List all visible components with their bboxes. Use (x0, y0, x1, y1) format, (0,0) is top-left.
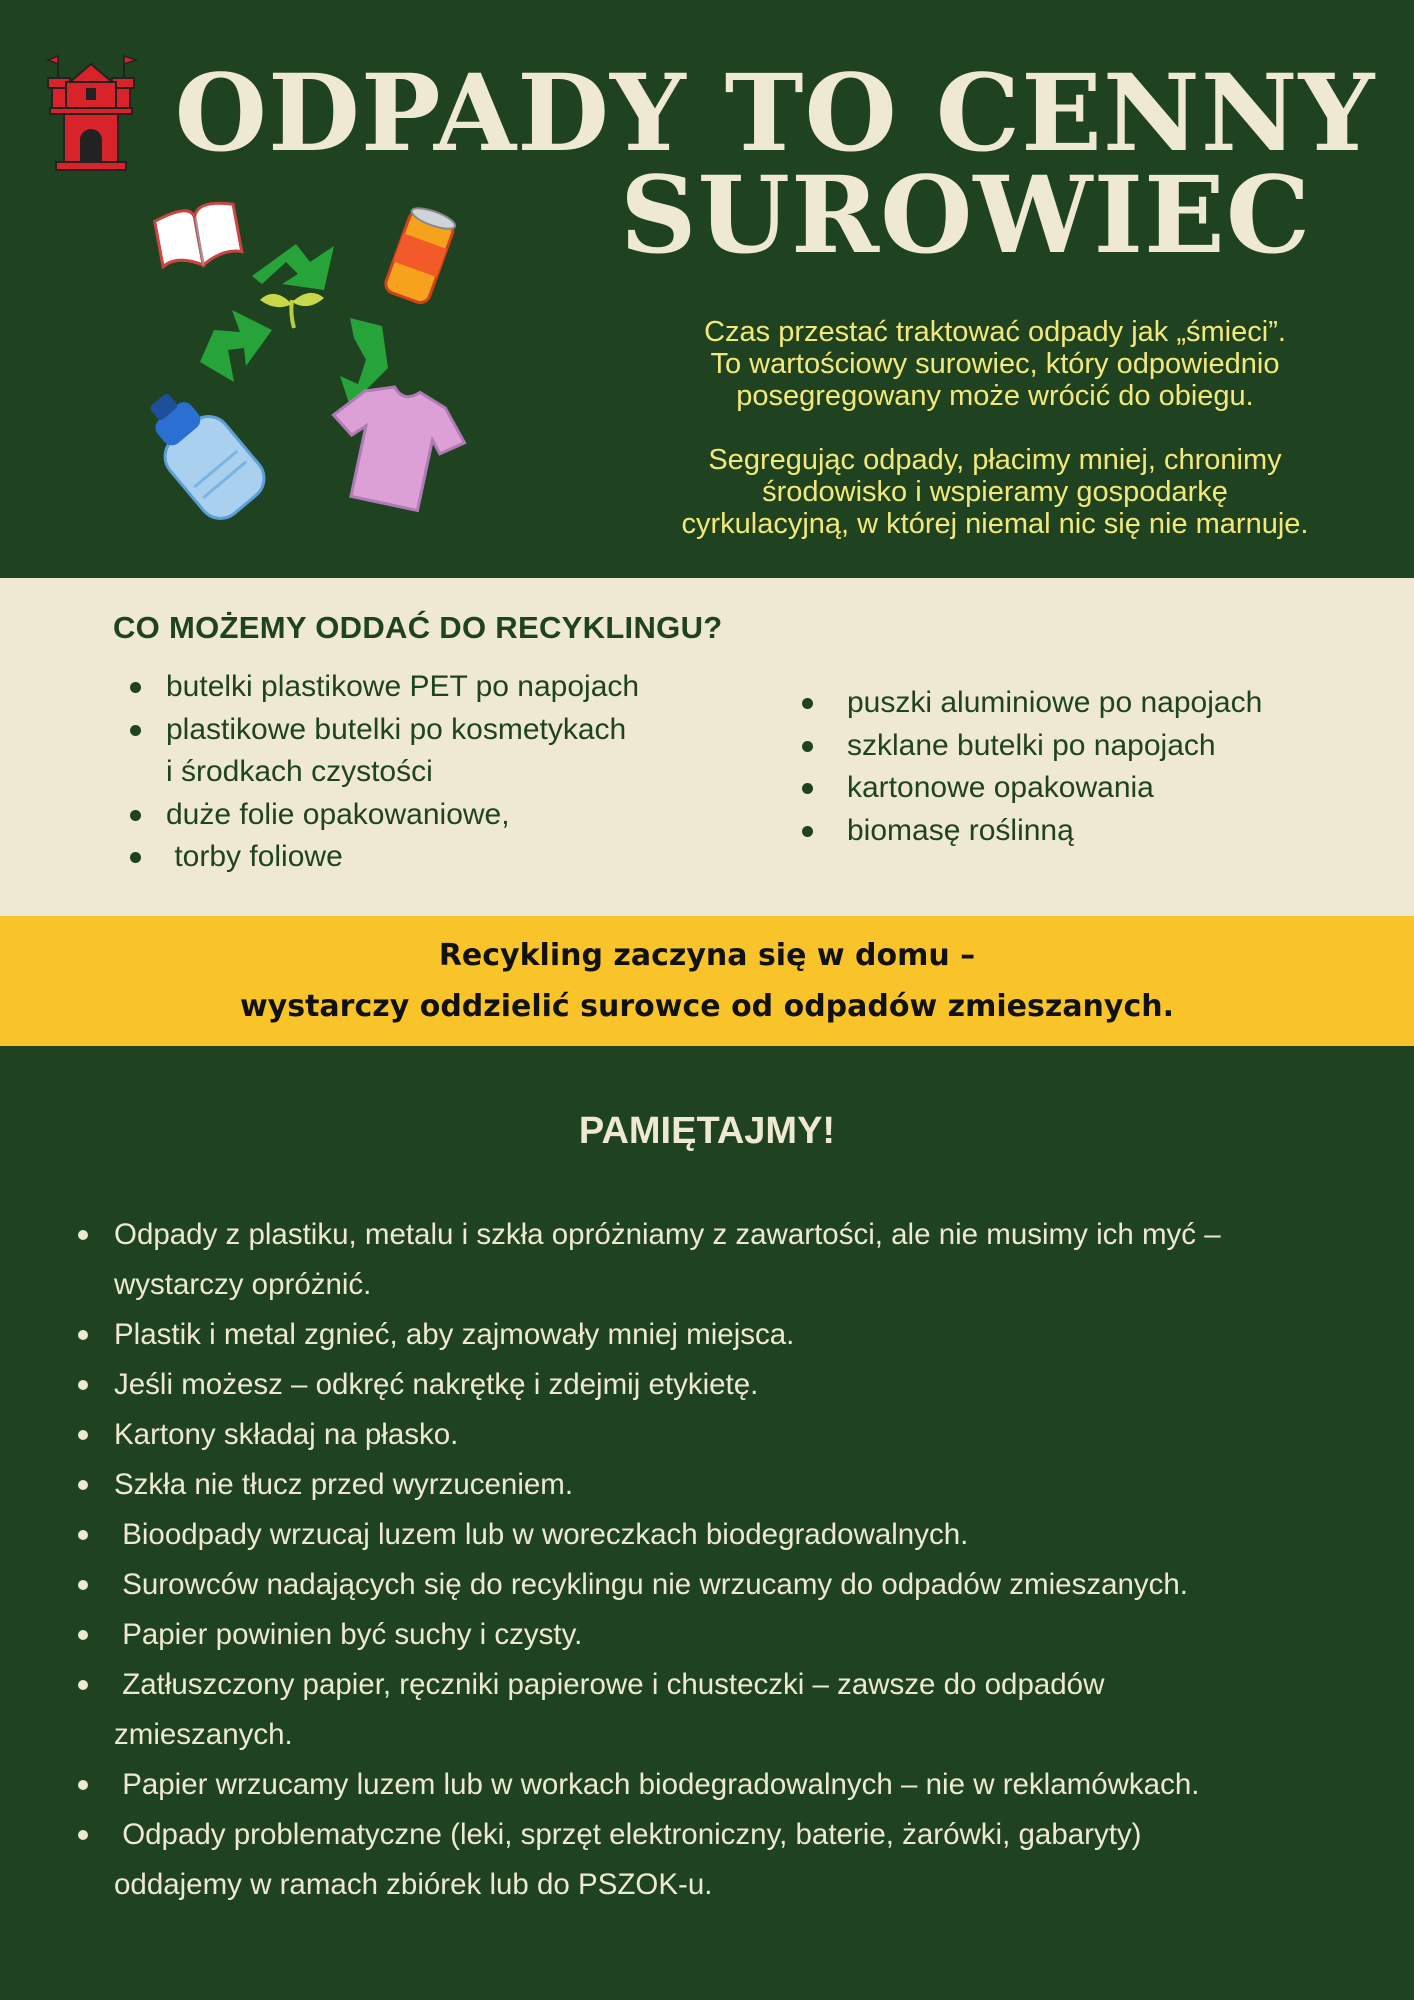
list-item (78, 1360, 1348, 1410)
recyclables-section (0, 578, 1414, 916)
list-item (78, 1460, 1348, 1510)
list-item (800, 725, 1360, 768)
list-item (128, 709, 728, 752)
bullet-icon (78, 1630, 88, 1640)
bullet-icon (130, 852, 141, 863)
intro-line: Segregując odpady, płacimy mniej, chronimy (708, 444, 1282, 476)
recyclables-heading: CO MOŻEMY ODDAĆ DO RECYKLINGU? (113, 610, 723, 645)
intro-line: To wartościowy surowiec, który odpowiednio (710, 348, 1280, 380)
bullet-icon (78, 1580, 88, 1590)
list-item (78, 1510, 1348, 1560)
list-item-continuation (78, 1860, 1348, 1910)
bullet-icon (78, 1380, 88, 1390)
list-item-text: puszki aluminiowe po napojach (847, 686, 1263, 719)
list-item-text: Plastik i metal zgnieć, aby zajmowały mniej miejsca. (114, 1318, 795, 1351)
title-line-2: SUROWIEC (620, 152, 1312, 277)
list-item-text: i środkach czystości (166, 755, 433, 788)
list-item (128, 666, 728, 709)
list-item-text: Odpady z plastiku, metalu i szkła opróżniamy z zawartości, ale nie musimy ich myć – (114, 1218, 1221, 1251)
list-item-text: Bioodpady wrzucaj luzem lub w woreczkach biodegradowalnych. (114, 1518, 969, 1551)
bullet-icon (78, 1530, 88, 1540)
slogan-band (0, 916, 1414, 1046)
recycling-illustration (134, 188, 494, 528)
list-item-text: duże folie opakowaniowe, (166, 797, 510, 831)
bullet-icon (78, 1480, 88, 1490)
list-item-continuation (78, 1260, 1348, 1310)
intro-text (630, 316, 1360, 572)
list-item-text: torby foliowe (166, 840, 343, 873)
bullet-icon (78, 1330, 88, 1340)
bullet-icon (78, 1830, 88, 1840)
list-item (800, 810, 1360, 853)
list-item (78, 1310, 1348, 1360)
recyclables-list-left (128, 666, 728, 879)
list-item-text: Papier wrzucamy luzem lub w workach biodegradowalnych – nie w reklamówkach. (114, 1768, 1200, 1801)
list-item (800, 682, 1360, 725)
list-item-text: oddajemy w ramach zbiórek lub do PSZOK-u. (114, 1868, 713, 1901)
list-item (78, 1610, 1348, 1660)
list-item-text: biomasę roślinną (847, 813, 1074, 847)
list-item-text: Jeśli możesz – odkręć nakrętkę i zdejmij etykietę. (114, 1368, 759, 1401)
bullet-icon (802, 741, 813, 752)
remember-section (0, 1046, 1414, 2000)
bullet-icon (130, 725, 141, 736)
list-item-continuation (78, 1710, 1348, 1760)
slogan-line-2: wystarczy oddzielić surowce od odpadów zmieszanych. (239, 989, 1175, 1024)
intro-line: środowisko i wspieramy gospodarkę (762, 476, 1228, 508)
slogan-line-1: Recykling zaczyna się w domu – (438, 938, 976, 973)
bullet-icon (802, 783, 813, 794)
list-item-text: kartonowe opakowania (847, 771, 1154, 804)
bullet-icon (802, 826, 813, 837)
intro-line: cyrkulacyjną, w której niemal nic się nie marnuje. (681, 508, 1309, 540)
list-item-text: Szkła nie tłucz przed wyrzuceniem. (114, 1468, 574, 1501)
t-shirt-icon (318, 376, 473, 517)
plastic-bottle-icon (134, 377, 273, 527)
intro-line: posegregowany może wrócić do obiegu. (736, 380, 1254, 412)
list-item (78, 1660, 1348, 1710)
list-item-text: szklane butelki po napojach (847, 728, 1216, 762)
remember-heading: PAMIĘTAJMY! (578, 1110, 836, 1152)
bullet-icon (78, 1680, 88, 1690)
sprout-icon (260, 293, 324, 328)
title-line-1: ODPADY TO CENNY (174, 50, 1376, 175)
list-item-text: plastikowe butelki po kosmetykach (166, 712, 627, 746)
list-item-text: zmieszanych. (114, 1718, 293, 1751)
bullet-icon (78, 1780, 88, 1790)
list-item (78, 1410, 1348, 1460)
list-item (800, 767, 1360, 810)
intro-paragraph-1 (630, 316, 1360, 412)
list-item-text: Papier powinien być suchy i czysty. (114, 1618, 583, 1651)
bullet-icon (78, 1430, 88, 1440)
bullet-icon (802, 698, 813, 709)
list-item-text: wystarczy opróżnić. (114, 1268, 372, 1301)
intro-line: Czas przestać traktować odpady jak „śmieci”. (704, 316, 1286, 348)
list-item (78, 1560, 1348, 1610)
castle-crest-icon (44, 52, 138, 172)
list-item-text: Zatłuszczony papier, ręczniki papierowe i chusteczki – zawsze do odpadów (114, 1668, 1105, 1701)
bullet-icon (130, 810, 141, 821)
list-item (128, 794, 728, 837)
book-icon (153, 201, 242, 271)
list-item-text: Surowców nadających się do recyklingu nie wrzucamy do odpadów zmieszanych. (114, 1568, 1188, 1601)
list-item (78, 1760, 1348, 1810)
can-icon (383, 204, 457, 305)
list-item (78, 1210, 1348, 1260)
list-item (78, 1810, 1348, 1860)
recyclables-list-right (800, 682, 1360, 852)
intro-paragraph-2 (630, 444, 1360, 540)
list-item-continuation (128, 751, 728, 794)
remember-list (78, 1210, 1348, 1910)
bullet-icon (78, 1230, 88, 1240)
list-item-text: Odpady problematyczne (leki, sprzęt elektroniczny, baterie, żarówki, gabaryty) (114, 1818, 1142, 1851)
list-item-text: Kartony składaj na płasko. (114, 1418, 459, 1451)
header-section (0, 0, 1414, 578)
list-item-text: butelki plastikowe PET po napojach (166, 670, 640, 703)
list-item (128, 836, 728, 879)
bullet-icon (130, 682, 141, 693)
